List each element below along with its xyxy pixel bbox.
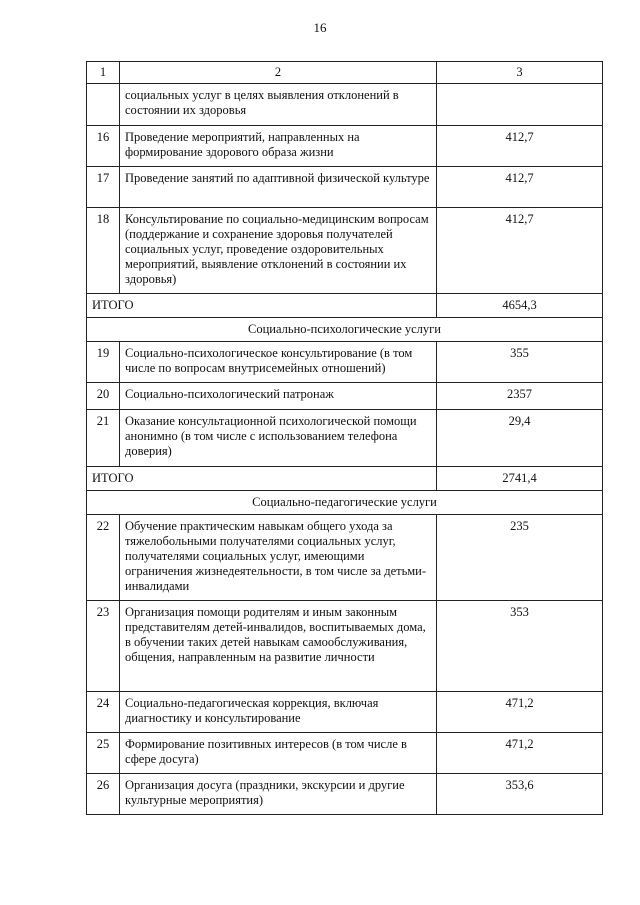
table-body [87,84,603,815]
table-row [87,126,603,167]
table-row [87,342,603,383]
service-name: Организация досуга (праздники, экскурсии и другие культурные мероприятия) [120,774,437,815]
service-name: Проведение занятий по адаптивной физической культуре [120,167,437,208]
table-row [87,410,603,467]
service-name: Социально-психологическое консультирование (в том числе по вопросам внутрисемейных отношений) [120,342,437,383]
table-row [87,601,603,692]
service-name: социальных услуг в целях выявления отклонений в состоянии их здоровья [120,84,437,126]
row-number: 26 [87,774,120,815]
total-label: ИТОГО [87,467,437,491]
total-value: 2741,4 [437,467,603,491]
row-number: 23 [87,601,120,692]
page-number: 16 [313,20,327,35]
service-name: Обучение практическим навыкам общего ухода за тяжелобольными получателями социальных услуг, получателями социальных услуг, имеющими ограничения жизнедеятельности, в том числе за детьми-инвалидами [120,515,437,601]
header-col-2: 2 [120,62,437,84]
service-cost: 2357 [437,383,603,410]
section-row [87,491,603,515]
service-cost: 412,7 [437,167,603,208]
service-cost: 412,7 [437,126,603,167]
row-number [87,84,120,126]
service-cost: 353,6 [437,774,603,815]
table-row [87,515,603,601]
table-row [87,208,603,294]
total-row [87,294,603,318]
service-name: Организация помощи родителям и иным законным представителям детей-инвалидов, воспитываемых дома, в обучении таких детей навыкам самообслуживания, общения, направленным на развитие личности [120,601,437,692]
service-cost: 235 [437,515,603,601]
table-row [87,383,603,410]
services-table [86,61,603,815]
table-row [87,84,603,126]
section-title: Социально-психологические услуги [87,318,603,342]
table-row [87,167,603,208]
service-cost: 471,2 [437,692,603,733]
header-col-3: 3 [437,62,603,84]
row-number: 25 [87,733,120,774]
section-title: Социально-педагогические услуги [87,491,603,515]
service-cost: 471,2 [437,733,603,774]
service-name: Консультирование по социально-медицинским вопросам (поддержание и сохранение здоровья получателей социальных услуг, проведение оздоровительных мероприятий, выявление отклонений в состоянии их здоровья) [120,208,437,294]
row-number: 16 [87,126,120,167]
table-row [87,692,603,733]
service-cost: 29,4 [437,410,603,467]
service-name: Формирование позитивных интересов (в том числе в сфере досуга) [120,733,437,774]
table-row [87,733,603,774]
service-cost: 355 [437,342,603,383]
service-cost: 353 [437,601,603,692]
service-name: Оказание консультационной психологической помощи анонимно (в том числе с использованием телефона доверия) [120,410,437,467]
section-row [87,318,603,342]
row-number: 18 [87,208,120,294]
table-header-row [87,62,603,84]
row-number: 21 [87,410,120,467]
row-number: 20 [87,383,120,410]
row-number: 19 [87,342,120,383]
total-row [87,467,603,491]
row-number: 24 [87,692,120,733]
service-cost: 412,7 [437,208,603,294]
header-col-1: 1 [87,62,120,84]
total-value: 4654,3 [437,294,603,318]
service-name: Социально-педагогическая коррекция, включая диагностику и консультирование [120,692,437,733]
row-number: 17 [87,167,120,208]
service-cost [437,84,603,126]
service-name: Проведение мероприятий, направленных на формирование здорового образа жизни [120,126,437,167]
total-label: ИТОГО [87,294,437,318]
table-row [87,774,603,815]
service-name: Социально-психологический патронаж [120,383,437,410]
row-number: 22 [87,515,120,601]
